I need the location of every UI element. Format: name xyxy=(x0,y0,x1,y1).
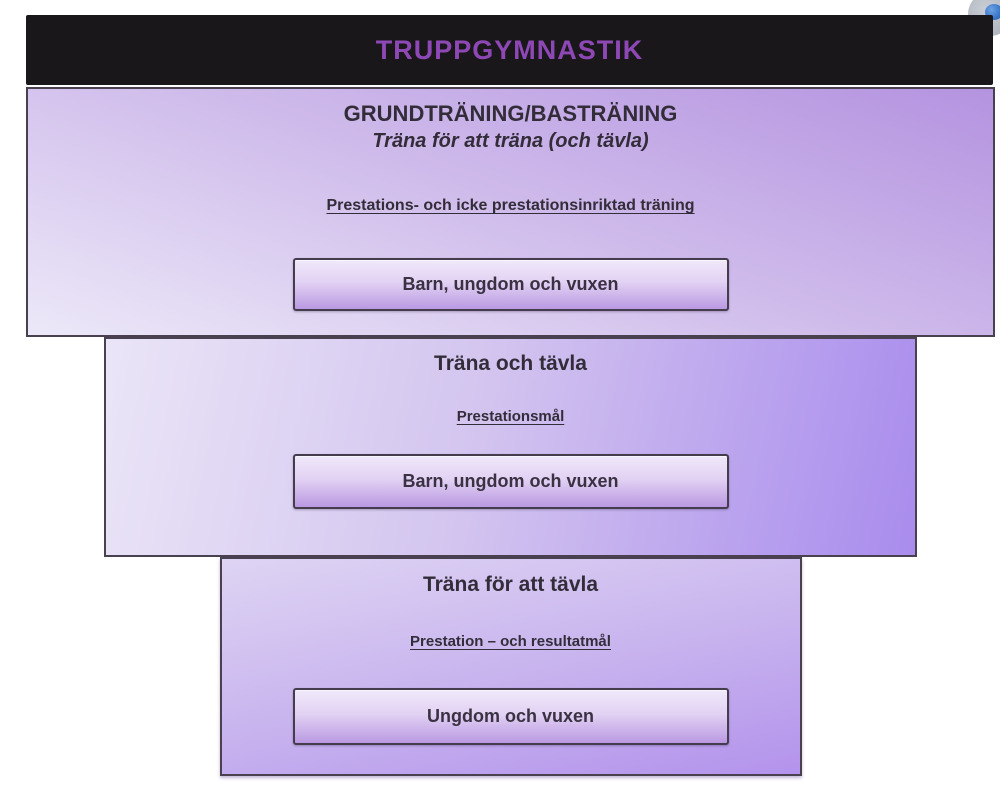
tier-3-age-group-button[interactable] xyxy=(293,688,729,745)
tier-1-goal-text: Prestations- och icke prestationsinriktad träning xyxy=(326,197,695,214)
tier-1-age-group-label: Barn, ungdom och vuxen xyxy=(402,274,619,294)
tier-2-goal-text: Prestationsmål xyxy=(456,408,565,425)
tier-2-age-group-button[interactable] xyxy=(293,454,729,509)
tier-1-age-group-button[interactable] xyxy=(293,258,729,311)
development-funnel xyxy=(26,87,995,776)
tier-1-subheading: Träna för att träna (och tävla) xyxy=(372,130,649,152)
tier-1-heading: GRUNDTRÄNING/BASTRÄNING xyxy=(343,101,678,126)
tier-3-goal-text: Prestation – och resultatmål xyxy=(410,633,611,650)
tier-trana-och-tavla xyxy=(104,337,917,557)
tier-grundtraning xyxy=(26,87,995,337)
tier-2-heading: Träna och tävla xyxy=(434,352,587,375)
title-bar xyxy=(26,15,993,85)
tier-trana-for-att-tavla xyxy=(220,557,802,776)
tier-3-age-group-label: Ungdom och vuxen xyxy=(426,706,594,726)
tier-2-age-group-label: Barn, ungdom och vuxen xyxy=(402,471,619,491)
tier-3-heading: Träna för att tävla xyxy=(422,573,599,596)
page-title: TRUPPGYMNASTIK xyxy=(375,34,644,65)
